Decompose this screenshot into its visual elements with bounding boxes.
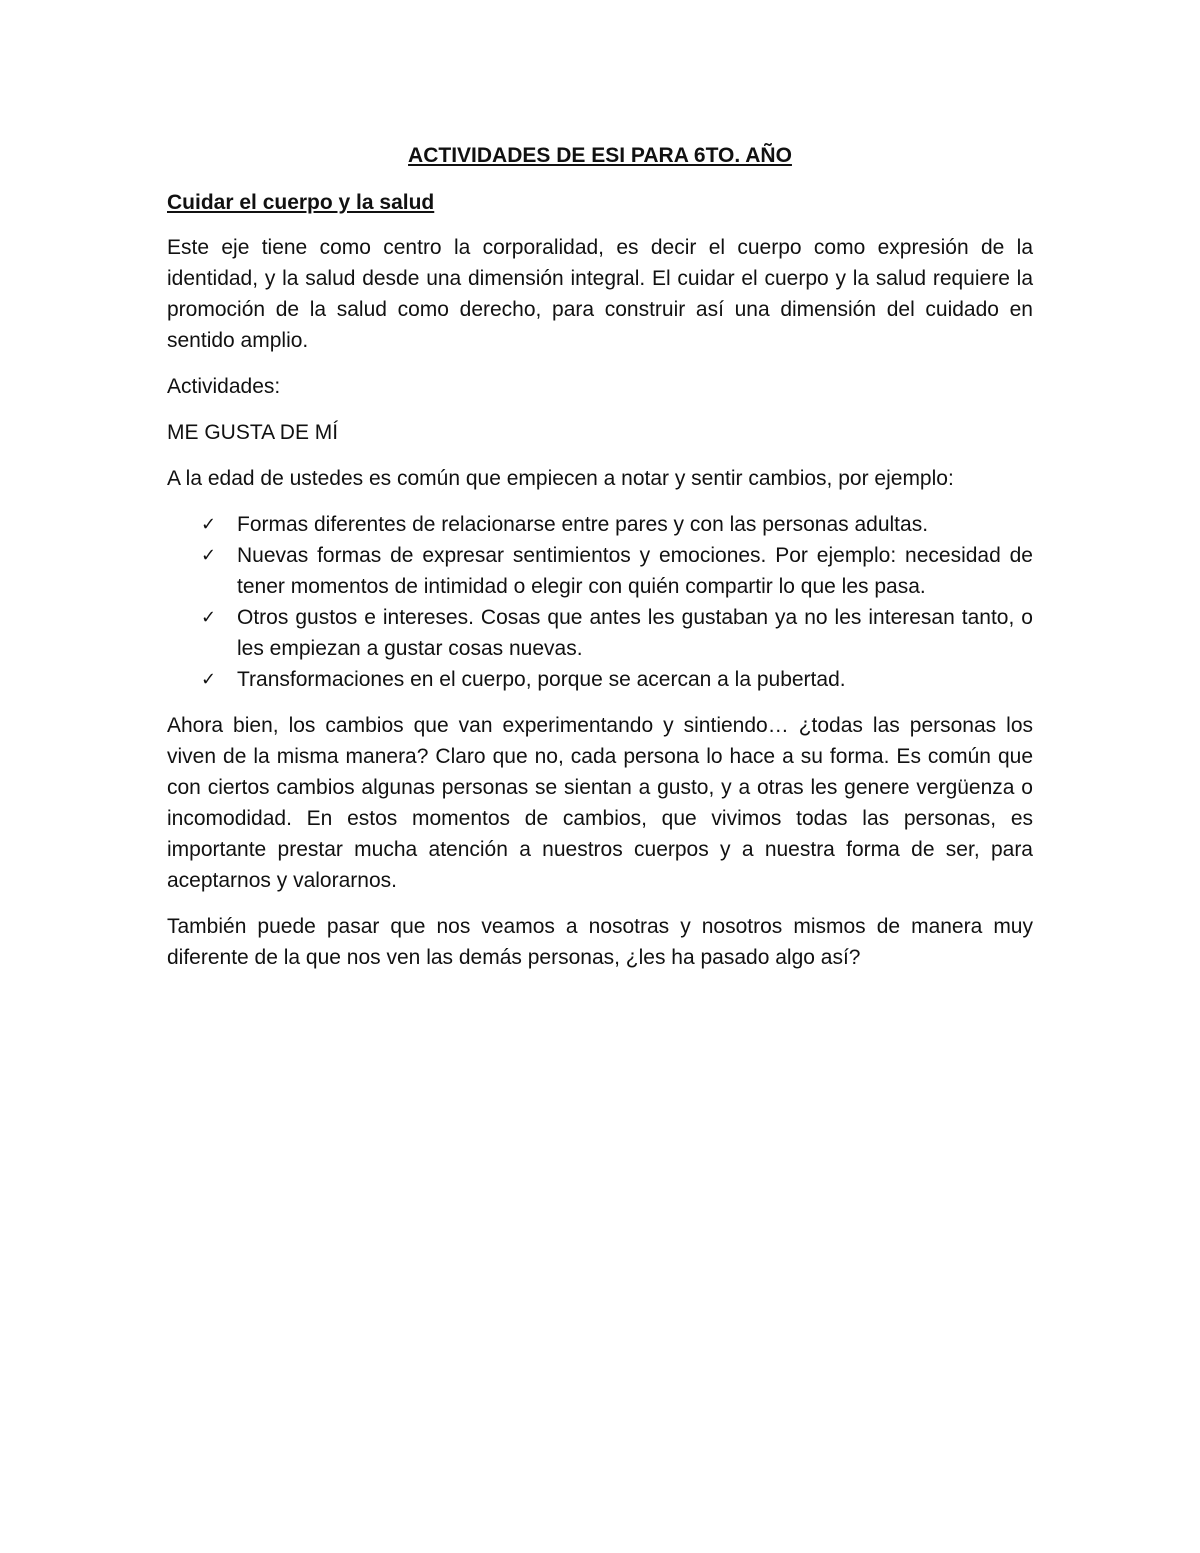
document-content (167, 140, 1033, 988)
lead-paragraph: A la edad de ustedes es común que empiecen a notar y sentir cambios, por ejemplo: (167, 467, 954, 490)
check-icon: ✓ (201, 545, 217, 566)
intro-paragraph: Este eje tiene como centro la corporalidad, es decir el cuerpo como expresión de la identidad, y la salud desde una dimensión integral. El cuidar el cuerpo y la salud requiere la promoción de la salud como derecho, para construir así una dimensión del cuidado en sentido amplio. (167, 236, 1033, 352)
list-item-text: Formas diferentes de relacionarse entre pares y con las personas adultas. (237, 513, 929, 536)
list-item (201, 540, 1033, 602)
list-item (201, 602, 1033, 664)
body-paragraph-2: Ahora bien, los cambios que van experimentando y sintiendo… ¿todas las personas los viven de la misma manera? Claro que no, cada persona lo hace a su forma. Es común que con ciertos cambios algunas personas se sientan a gusto, y a otras les genere vergüenza o incomodidad. En estos momentos de cambios, que vivimos todas las personas, es importante prestar mucha atención a nuestros cuerpos y a nuestra forma de ser, para aceptarnos y valorarnos. (167, 714, 1033, 892)
list-item-text: Nuevas formas de expresar sentimientos y emociones. Por ejemplo: necesidad de tener momentos de intimidad o elegir con quién compartir lo que les pasa. (237, 544, 1033, 598)
section-title: Cuidar el cuerpo y la salud (167, 191, 435, 214)
list-item-text: Otros gustos e intereses. Cosas que antes les gustaban ya no les interesan tanto, o les empiezan a gustar cosas nuevas. (237, 606, 1033, 660)
check-icon: ✓ (201, 514, 217, 535)
activity-title: ME GUSTA DE MÍ (167, 421, 339, 444)
activities-label: Actividades: (167, 375, 281, 398)
list-item-text: Transformaciones en el cuerpo, porque se acercan a la pubertad. (237, 668, 846, 691)
check-icon: ✓ (201, 669, 217, 690)
body-paragraph-3: También puede pasar que nos veamos a nosotras y nosotros mismos de manera muy diferente de la que nos ven las demás personas, ¿les ha pasado algo así? (167, 915, 1033, 969)
page-title: ACTIVIDADES DE ESI PARA 6TO. AÑO (408, 144, 792, 167)
check-icon: ✓ (201, 607, 217, 628)
list-item (201, 664, 1033, 695)
checklist (167, 509, 1033, 695)
list-item (201, 509, 1033, 540)
